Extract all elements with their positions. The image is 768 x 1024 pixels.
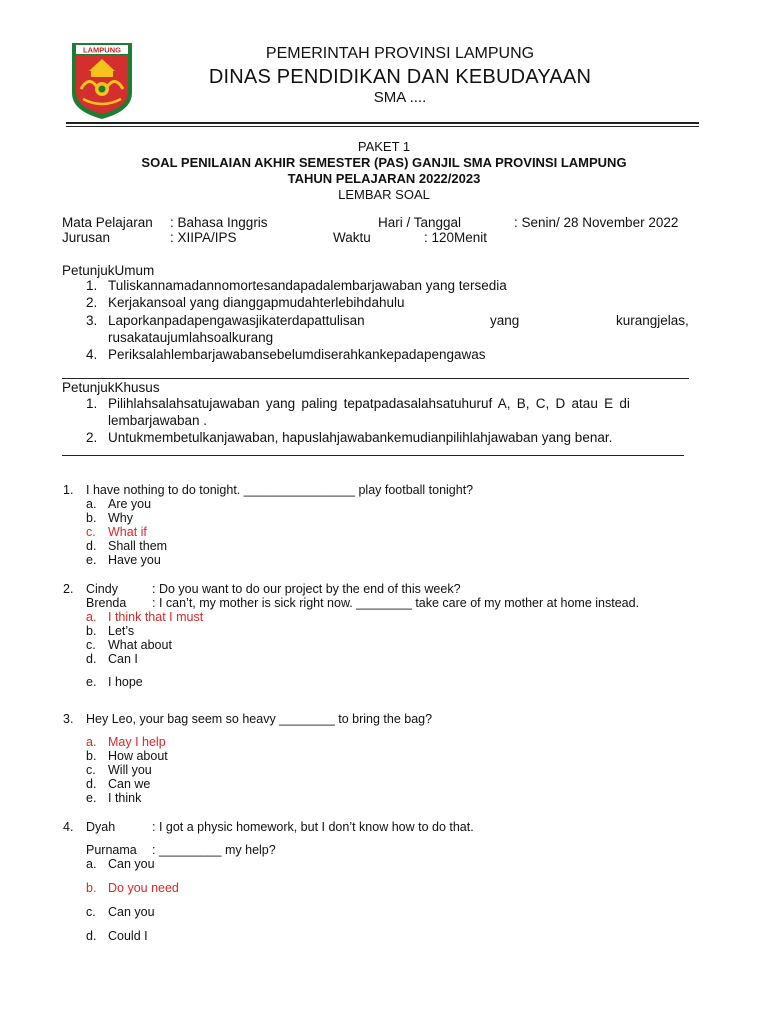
option-text: Let’s xyxy=(108,624,135,638)
option-letter: c. xyxy=(86,763,96,777)
question-number: 4. xyxy=(63,820,74,834)
exam-title: SOAL PENILAIAN AKHIR SEMESTER (PAS) GANJIL SMA PROVINSI LAMPUNG xyxy=(141,155,627,170)
general-item-text: Laporkanpadapengawasjikaterdapattulisan xyxy=(108,313,365,328)
header-divider-bottom xyxy=(66,126,699,127)
option-letter: e. xyxy=(86,553,97,567)
option-letter-correct: c. xyxy=(86,525,96,539)
day-label: Hari / Tanggal xyxy=(378,215,462,230)
option-letter-correct: b. xyxy=(86,881,97,895)
option-text: Why xyxy=(108,511,133,525)
option-letter: c. xyxy=(86,638,96,652)
option-text-correct: I think that I must xyxy=(108,610,204,624)
option-letter: b. xyxy=(86,624,97,638)
time-value: : 120Menit xyxy=(424,230,488,245)
option-text: Are you xyxy=(108,497,152,511)
speaker-name: Purnama xyxy=(86,843,137,857)
section-divider xyxy=(62,455,684,456)
question-number: 2. xyxy=(63,582,74,596)
academic-year: TAHUN PELAJARAN 2022/2023 xyxy=(287,171,481,186)
option-text: Shall them xyxy=(108,539,168,553)
subject-label: Mata Pelajaran xyxy=(62,215,153,230)
major-value: : XIIPA/IPS xyxy=(170,230,237,245)
time-label: Waktu xyxy=(333,230,371,245)
speaker-name: Brenda xyxy=(86,596,127,610)
logo-text: LAMPUNG xyxy=(83,45,121,55)
option-text: Will you xyxy=(108,763,152,777)
dialogue-line: : _________ my help? xyxy=(152,843,276,857)
option-text-correct: What if xyxy=(108,525,147,539)
option-text: I think xyxy=(108,791,142,805)
school-name: SMA .... xyxy=(373,89,427,106)
package-label: PAKET 1 xyxy=(357,139,411,154)
general-item-text: rusakataujumlahsoalkurang xyxy=(108,330,274,345)
question-number: 3. xyxy=(63,712,74,726)
option-letter: d. xyxy=(86,929,97,943)
section-divider xyxy=(62,378,689,379)
option-text: Can I xyxy=(108,652,138,666)
option-letter-correct: a. xyxy=(86,610,97,624)
general-item-number: 4. xyxy=(86,347,98,362)
subject-value: : Bahasa Inggris xyxy=(170,215,268,230)
option-letter: e. xyxy=(86,791,97,805)
option-text: Can you xyxy=(108,905,155,919)
day-value: : Senin/ 28 November 2022 xyxy=(514,215,679,230)
special-item-text: Pilihlahsalahsatujawaban yang paling tepatpadasalahsatuhuruf A, B, C, D atau E di xyxy=(108,396,630,411)
option-text: Have you xyxy=(108,553,161,567)
general-item-number: 3. xyxy=(86,313,98,328)
general-item-number: 2. xyxy=(86,295,98,310)
option-letter: c. xyxy=(86,905,96,919)
option-text: How about xyxy=(108,749,168,763)
general-item-text: yang xyxy=(490,313,520,328)
option-letter: d. xyxy=(86,539,97,553)
option-text: Could I xyxy=(108,929,148,943)
speaker-name: Cindy xyxy=(86,582,118,596)
option-text: Can we xyxy=(108,777,151,791)
special-item-number: 1. xyxy=(86,396,98,411)
special-item-text: lembarjawaban . xyxy=(108,413,208,428)
general-item-text: kurangjelas, xyxy=(616,313,689,328)
option-letter: e. xyxy=(86,675,97,689)
option-text: What about xyxy=(108,638,172,652)
general-item-text: Tuliskannamadannomortesandapadalembarjawaban yang tersedia xyxy=(108,278,507,293)
sheet-label: LEMBAR SOAL xyxy=(338,187,430,202)
header-divider-top xyxy=(66,122,699,124)
major-label: Jurusan xyxy=(62,230,111,245)
option-text: I hope xyxy=(108,675,143,689)
option-letter: d. xyxy=(86,777,97,791)
general-item-number: 1. xyxy=(86,278,98,293)
option-letter: a. xyxy=(86,497,97,511)
option-text: Can you xyxy=(108,857,155,871)
special-instructions-title: PetunjukKhusus xyxy=(62,380,160,395)
special-item-text: Untukmembetulkanjawaban, hapuslahjawabankemudianpilihlahjawaban yang benar. xyxy=(108,430,613,445)
special-item-number: 2. xyxy=(86,430,98,445)
dialogue-line: : Do you want to do our project by the end of this week? xyxy=(152,582,461,596)
question-text: Hey Leo, your bag seem so heavy ________ to bring the bag? xyxy=(86,712,433,726)
speaker-name: Dyah xyxy=(86,820,116,834)
general-item-text: Kerjakansoal yang dianggapmudahterlebihdahulu xyxy=(108,295,405,310)
option-letter: b. xyxy=(86,511,97,525)
option-letter-correct: a. xyxy=(86,735,97,749)
government-name: PEMERINTAH PROVINSI LAMPUNG xyxy=(265,45,535,62)
dialogue-line: : I can’t, my mother is sick right now. ________ take care of my mother at home instead. xyxy=(152,596,640,610)
question-number: 1. xyxy=(63,483,74,497)
general-item-text: Periksalahlembarjawabansebelumdiserahkankepadapengawas xyxy=(108,347,486,362)
option-letter: d. xyxy=(86,652,97,666)
general-instructions-title: PetunjukUmum xyxy=(62,263,155,278)
option-letter: a. xyxy=(86,857,97,871)
option-letter: b. xyxy=(86,749,97,763)
option-text-correct: May I help xyxy=(108,735,166,749)
option-text-correct: Do you need xyxy=(108,881,179,895)
question-text: I have nothing to do tonight. ________________ play football tonight? xyxy=(86,483,474,497)
department-name: DINAS PENDIDIKAN DAN KEBUDAYAAN xyxy=(208,66,592,88)
dialogue-line: : I got a physic homework, but I don’t know how to do that. xyxy=(152,820,474,834)
